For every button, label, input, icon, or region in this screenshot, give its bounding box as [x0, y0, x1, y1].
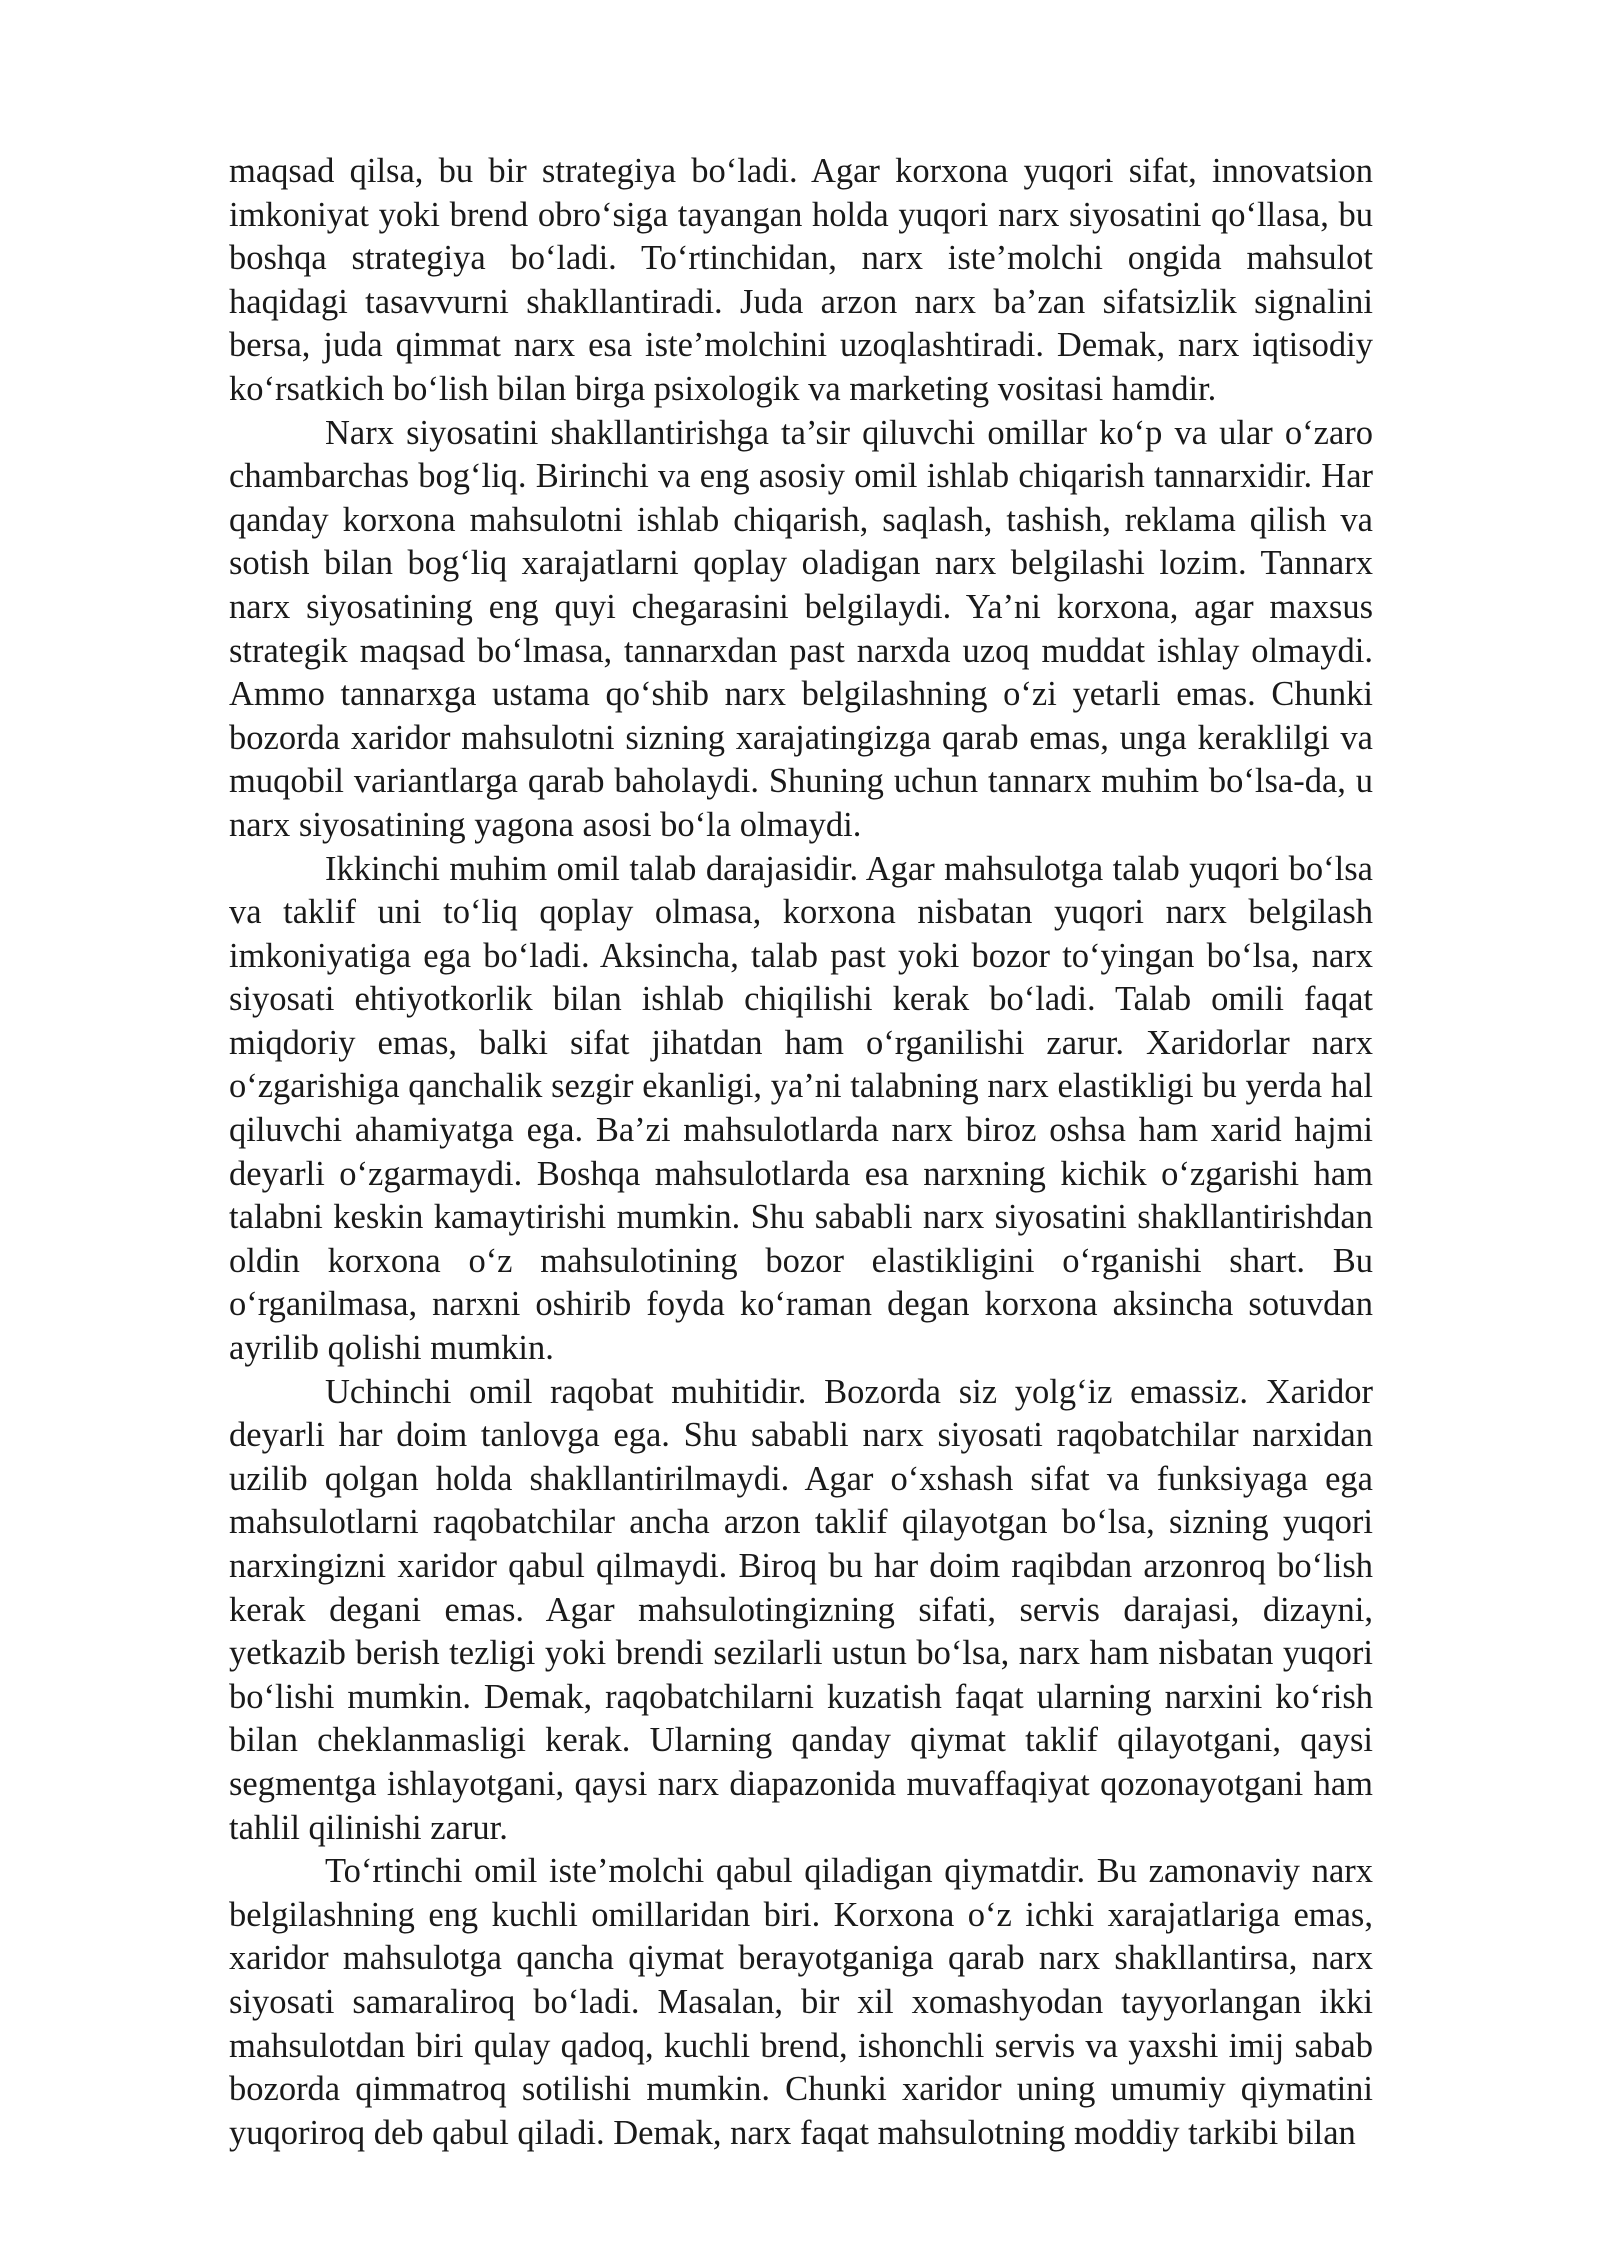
paragraph-competition: Uchinchi omil raqobat muhitidir. Bozorda siz yolg‘iz emassiz. Xaridor deyarli har doim tanlovga ega. Shu sababli narx siyosati raqobatchilar narxidan uzilib qolgan holda shakllantirilmaydi. Agar o‘xshash sifat va funksiyaga ega mahsulotlarni raqobatchilar ancha arzon taklif qilayotgan bo‘lsa, sizning yuqori narxingizni xaridor qabul qilmaydi. Biroq bu har doim raqibdan arzonroq bo‘lish kerak degani emas. Agar mahsulotingizning sifati, servis darajasi, dizayni, yetkazib berish tezligi yoki brendi sezilarli ustun bo‘lsa, narx ham nisbatan yuqori bo‘lishi mumkin. Demak, raqobatchilarni kuzatish faqat ularning narxini ko‘rish bilan cheklanmasligi kerak. Ularning qanday qiymat taklif qilayotgani, qaysi segmentga ishlayotgani, qaysi narx diapazonida muvaffaqiyat qozonayotgani ham tahlil qilinishi zarur.: [229, 1372, 1373, 1847]
paragraph-demand-level: Ikkinchi muhim omil talab darajasidir. Agar mahsulotga talab yuqori bo‘lsa va taklif uni to‘liq qoplay olmasa, korxona nisbatan yuqori narx belgilash imkoniyatiga ega bo‘ladi. Aksincha, talab past yoki bozor to‘yingan bo‘lsa, narx siyosati ehtiyotkorlik bilan ishlab chiqilishi kerak bo‘ladi. Talab omili faqat miqdoriy emas, balki sifat jihatdan ham o‘rganilishi zarur. Xaridorlar narx o‘zgarishiga qanchalik sezgir ekanligi, ya’ni talabning narx elastikligi bu yerda hal qiluvchi ahamiyatga ega. Ba’zi mahsulotlarda narx biroz oshsa ham xarid hajmi deyarli o‘zgarmaydi. Boshqa mahsulotlarda esa narxning kichik o‘zgarishi ham talabni keskin kamaytirishi mumkin. Shu sababli narx siyosatini shakllantirishdan oldin korxona o‘z mahsulotining bozor elastikligini o‘rganishi shart. Bu o‘rganilmasa, narxni oshirib foyda ko‘raman degan korxona aksincha sotuvdan ayrilib qolishi mumkin.: [229, 849, 1373, 1368]
paragraph-perceived-value: To‘rtinchi omil iste’molchi qabul qiladigan qiymatdir. Bu zamonaviy narx belgilashning eng kuchli omillaridan biri. Korxona o‘z ichki xarajatlariga emas, xaridor mahsulotga qancha qiymat berayotganiga qarab narx shakllantirsa, narx siyosati samaraliroq bo‘ladi. Masalan, bir xil xomashyodan tayyorlangan ikki mahsulotdan biri qulay qadoq, kuchli brend, ishonchli servis va yaxshi imij sabab bozorda qimmatroq sotilishi mumkin. Chunki xaridor uning umumiy qiymatini yuqoriroq deb qabul qiladi. Demak, narx faqat mahsulotning moddiy tarkibi bilan: [229, 1852, 1373, 2152]
document-page: [229, 150, 1373, 2155]
paragraph-production-cost: Narx siyosatini shakllantirishga ta’sir qiluvchi omillar ko‘p va ular o‘zaro chambarchas bog‘liq. Birinchi va eng asosiy omil ishlab chiqarish tannarxidir. Har qanday korxona mahsulotni ishlab chiqarish, saqlash, tashish, reklama qilish va sotish bilan bog‘liq xarajatlarni qoplay oladigan narx belgilashi lozim. Tannarx narx siyosatining eng quyi chegarasini belgilaydi. Ya’ni korxona, agar maxsus strategik maqsad bo‘lmasa, tannarxdan past narxda uzoq muddat ishlay olmaydi. Ammo tannarxga ustama qo‘shib narx belgilashning o‘zi yetarli emas. Chunki bozorda xaridor mahsulotni sizning xarajatingizga qarab emas, unga keraklilgi va muqobil variantlarga qarab baholaydi. Shuning uchun tannarx muhim bo‘lsa-da, u narx siyosatining yagona asosi bo‘la olmaydi.: [229, 413, 1373, 844]
paragraph-continuation: maqsad qilsa, bu bir strategiya bo‘ladi. Agar korxona yuqori sifat, innovatsion imkoniyat yoki brend obro‘siga tayangan holda yuqori narx siyosatini qo‘llasa, bu boshqa strategiya bo‘ladi. To‘rtinchidan, narx iste’molchi ongida mahsulot haqidagi tasavvurni shakllantiradi. Juda arzon narx ba’zan sifatsizlik signalini bersa, juda qimmat narx esa iste’molchini uzoqlashtiradi. Demak, narx iqtisodiy ko‘rsatkich bo‘lish bilan birga psixologik va marketing vositasi hamdir.: [229, 152, 1373, 408]
